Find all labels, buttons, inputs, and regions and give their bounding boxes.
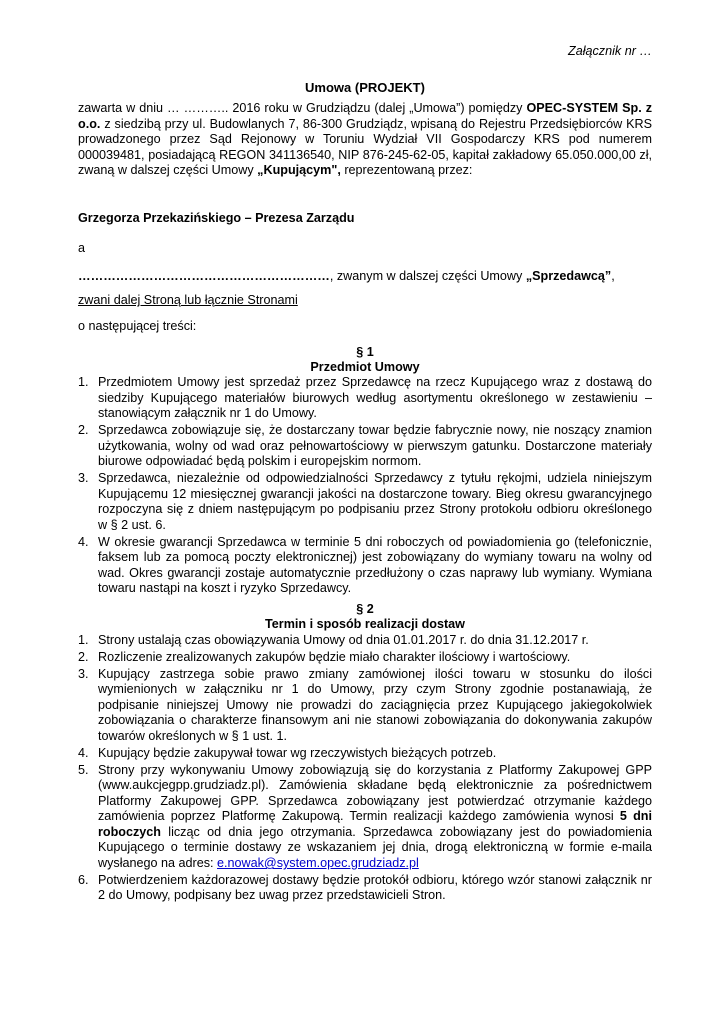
preamble-part2: z siedzibą przy ul. Budowlanych 7, 86-300 Grudziądz, wpisaną do Rejestru Przedsiębiorców KRS prowadzonego przez Sąd Rejonowy w Toruniu Wydział VII Gospodarczy KRS pod numerem 000039481, posiadającą REGON 341136540, NIP 876-245-62-05, kapitał zakładowy 65.050.000,00 zł, zwaną w dalszej części Umowy	[78, 116, 652, 178]
seller-line	[78, 268, 615, 284]
conjunction: a	[78, 241, 86, 255]
list-item: 1. Strony ustalają czas obowiązywania Umowy od dnia 01.01.2017 r. do dnia 31.12.2017 r.	[78, 633, 589, 647]
list-item: 1. Przedmiotem Umowy jest sprzedaż przez Sprzedawcę na rzecz Kupującego wraz z dostawą do siedziby Kupującego materiałów biurowych według asortymentu określonego w zestawieniu – stanowiącym załącznik nr 1 do Umowy.	[78, 375, 652, 421]
list-item: 4. Kupujący będzie zakupywał towar wg rzeczywistych bieżących potrzeb.	[78, 745, 497, 760]
list-item: 6. Potwierdzeniem każdorazowej dostawy będzie protokół odbioru, którego wzór stanowi załącznik nr 2 do Umowy, podpisany bez uwag przez przedstawicieli Stron.	[78, 872, 652, 903]
section2-list	[78, 633, 652, 905]
section1-list	[78, 375, 652, 598]
company-name: OPEC-SYSTEM Sp. z o.o.	[78, 101, 653, 131]
list-item: 2. Rozliczenie zrealizowanych zakupów będzie miało charakter ilościowy i wartościowy.	[78, 649, 571, 664]
list-item: 5. Strony przy wykonywaniu Umowy zobowiązują się do korzystania z Platformy Zakupowej GPP (www.aukcjegpp.grudziadz.pl). Zamówienia składane będą elektronicznie za pośrednictwem Platformy Zakupowej GPP. Sprzedawca zobowiązany jest potwierdzać otrzymanie każdego zamówienia poprzez Platformę Zakupową. Termin realizacji każdego zamówienia wynosi 5 dni roboczych licząc od dnia jego otrzymania. Sprzedawca zobowiązany jest do powiadomienia Kupującego o terminie dostawy ze wskazaniem jej dnia, drogą elektroniczną w formie e-maila wysłanego na adres: e.nowak@system.opec.grudziadz.pl	[78, 762, 652, 871]
section2-heading: Termin i sposób realizacji dostaw	[265, 617, 465, 631]
preamble-part1: zawarta w dniu … ……….. 2016 roku w Grudziądzu (dalej „Umowa”) pomiędzy	[78, 101, 527, 115]
parties-definition: zwani dalej Stroną lub łącznie Stronami	[78, 293, 298, 307]
intro: o następującej treści:	[78, 319, 197, 333]
document-title: Umowa (PROJEKT)	[305, 80, 425, 95]
seller-text: , zwanym w dalszej części Umowy	[329, 269, 526, 283]
list-item: 3. Kupujący zastrzega sobie prawo zmiany zamówionej ilości towaru w stosunku do ilości wymienionych w załączniku nr 1 do Umowy, przy czym Strony zgodnie postanawiają, że podpisanie niniejszej Umowy nie prowadzi do zaciągnięcia przez Kupującego jakiegokolwiek zobowiązania o charakterze finansowym ani nie stanowi zobowiązania do dokonywania zakupów towarów określonych w § 1 ust. 1.	[78, 666, 652, 743]
list-item: 3. Sprzedawca, niezależnie od odpowiedzialności Sprzedawcy z tytułu rękojmi, udziela niniejszym Kupującemu 12 miesięcznej gwarancji jakości na dostarczone towary. Bieg okresu gwarancyjnego rozpoczyna się z dniem następującym po podpisaniu przez Strony protokołu odbioru określonego w § 2 ust. 6.	[78, 470, 652, 532]
annex-label: Załącznik nr …	[568, 44, 652, 58]
section1-number: § 1	[356, 345, 374, 359]
buyer-name: „Kupującym",	[257, 163, 341, 178]
section1-heading: Przedmiot Umowy	[310, 360, 420, 374]
seller-end: ,	[611, 269, 615, 283]
list-item: 2. Sprzedawca zobowiązuje się, że dostarczany towar będzie fabrycznie nowy, nie noszący znamion użytkowania, wolny od wad oraz pełnowartościowy w pierwszym gatunku. Dostarczone materiały biurowe odpowiadać będą polskim i europejskim normom.	[78, 422, 652, 469]
preamble	[78, 101, 652, 179]
seller-name: „Sprzedawcą”	[525, 269, 612, 283]
list-item: 4. W okresie gwarancji Sprzedawca w terminie 5 dni roboczych od powiadomienia go (telefonicznie, faksem lub za pomocą poczty elektronicznej) jest zobowiązany do wymiany towaru na wolny od wad. Okres gwarancji zostaje automatycznie przedłużony o czas naprawy lub wymiany. Wymiana towaru nastąpi na koszt i ryzyko Sprzedawcy.	[78, 534, 652, 596]
preamble-part3: reprezentowaną przez:	[340, 163, 473, 178]
representative: Grzegorza Przekazińskiego – Prezesa Zarządu	[78, 211, 355, 225]
email-link[interactable]: e.nowak@system.opec.grudziadz.pl	[217, 856, 419, 871]
section2-number: § 2	[356, 602, 374, 616]
seller-dots: ……………………………………………………	[78, 269, 330, 283]
